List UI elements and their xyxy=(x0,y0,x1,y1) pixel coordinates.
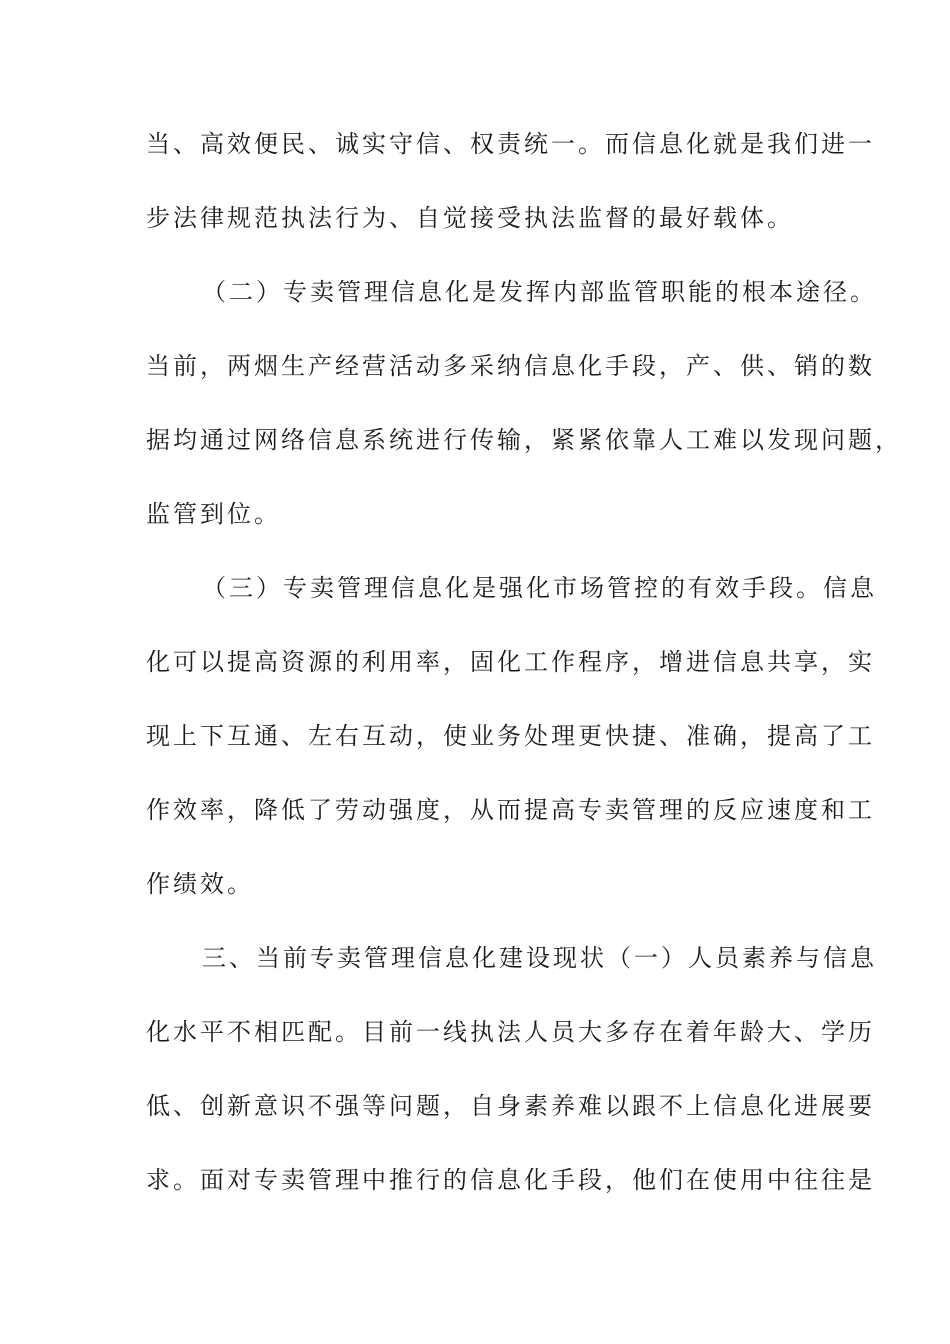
text-line: 当前，两烟生产经营活动多采纳信息化手段，产、供、销的数 xyxy=(146,352,875,380)
text-line: 当、高效便民、诚实守信、权责统一。而信息化就是我们进一 xyxy=(146,130,875,158)
section-heading-2: （二）专卖管理信息化是发挥内部监管职能的根本途径。 xyxy=(202,278,877,306)
text-line: 步法律规范执法行为、自觉接受执法监督的最好载体。 xyxy=(146,204,794,232)
section-heading-3: （三）专卖管理信息化是强化市场管控的有效手段。信息 xyxy=(202,574,877,602)
text-line: 低、创新意识不强等问题，自身素养难以跟不上信息化进展要 xyxy=(146,1092,875,1120)
text-line: 化水平不相匹配。目前一线执法人员大多存在着年龄大、学历 xyxy=(146,1018,875,1046)
body-text xyxy=(146,128,902,1238)
text-line: 据均通过网络信息系统进行传输，紧紧依靠人工难以发现问题， xyxy=(146,426,902,454)
text-line: 化可以提高资源的利用率，固化工作程序，增进信息共享，实 xyxy=(146,648,875,676)
chapter-heading-3: 三、当前专卖管理信息化建设现状（一）人员素养与信息 xyxy=(202,944,877,972)
text-line: 现上下互通、左右互动，使业务处理更快捷、准确，提高了工 xyxy=(146,722,875,750)
text-line: 作绩效。 xyxy=(146,870,254,898)
text-line: 监管到位。 xyxy=(146,500,281,528)
text-line: 作效率，降低了劳动强度，从而提高专卖管理的反应速度和工 xyxy=(146,796,875,824)
text-line: 求。面对专卖管理中推行的信息化手段，他们在使用中往往是 xyxy=(146,1166,875,1194)
